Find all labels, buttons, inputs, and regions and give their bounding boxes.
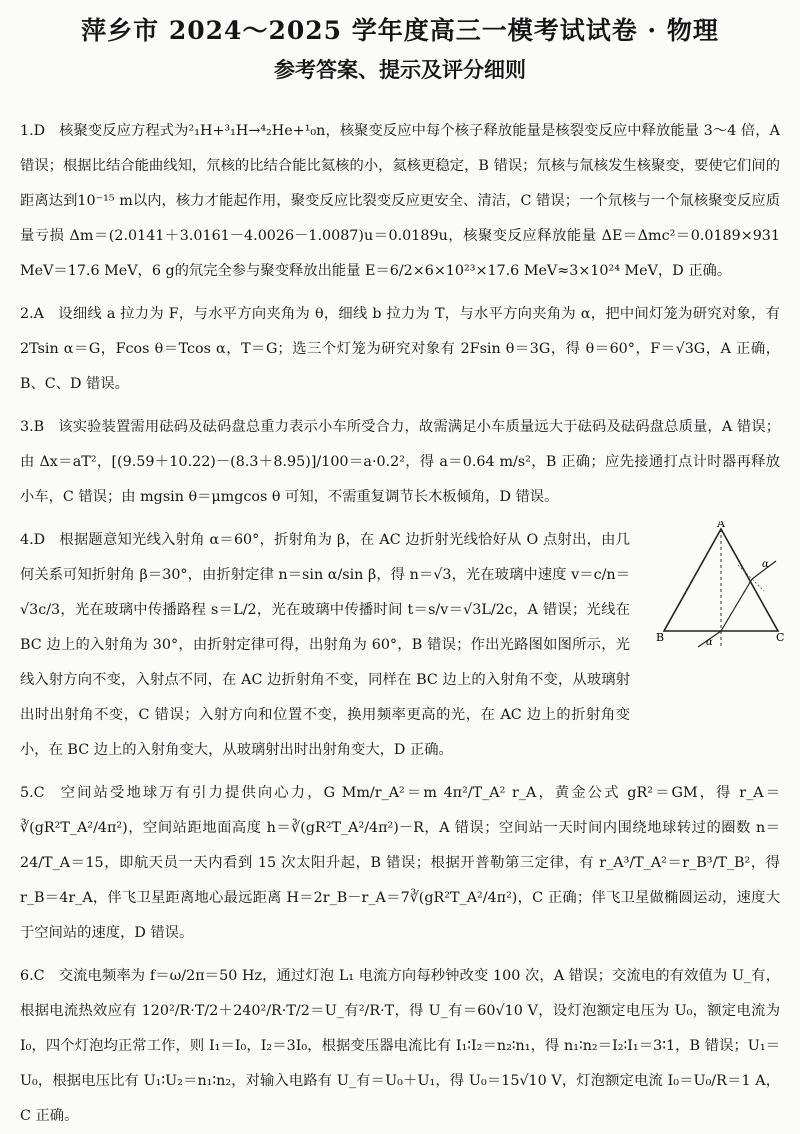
vertex-b-label: B (656, 631, 665, 644)
alpha-top-label: α (762, 559, 769, 570)
page-header (0, 14, 800, 86)
question-text: 空间站受地球万有引力提供向心力，G Mm/r_A²＝m 4π²/T_A² r_A，黄金公式 gR²＝GM，得 r_A＝∛(gR²T_A²/4π²)，空间站距地面高度 h＝∛(gR²T_A²/4π²)－R，A 错误；空间站一天时间内围绕地球转过的圈数 n＝24/T_A＝15，即航天员一天内看到 15 次太阳升起，B 错误；根据开普勒第三定律，有 r_A³/T_A²＝r_B³/T_B²，得 r_B＝4r_A，伴飞卫星距离地心最远距离 H＝2r_B－r_A＝7∛(gR²T_A²/4π²)，C 正确；伴飞卫星做椭圆运动，速度大于空间站的速度，D 错误。 (20, 785, 780, 941)
question-number: 1.D (20, 123, 46, 139)
question-1 (20, 114, 780, 289)
question-number: 5.C (20, 785, 45, 801)
question-text: 该实验装置需用砝码及砝码盘总重力表示小车所受合力，故需满足小车质量远大于砝码及砝码盘总质量，A 错误；由 Δx＝aT²，[(9.59＋10.22)－(8.3＋8.95)]/100＝a·0.2²，得 a＝0.64 m/s²，B 正确；应先接通打点计时器再释放小车，C 错误；由 mgsin θ＝μmgcos θ 可知，不需重复调节长木板倾角，D 错误。 (20, 419, 780, 505)
vertex-a-label: A (717, 521, 725, 530)
prism-diagram (656, 521, 786, 651)
answer-body (20, 114, 785, 1134)
question-3 (20, 410, 780, 515)
question-text: 交流电频率为 f＝ω/2π＝50 Hz，通过灯泡 L₁ 电流方向每秒钟改变 100 次，A 错误；交流电的有效值为 U_有，根据电流热效应有 120²/R·T/2＋240²/R·T/2＝U_有²/R·T，得 U_有＝60√10 V，设灯泡额定电压为 U₀，额定电流为 I₀，四个灯泡均正常工作，则 I₁＝I₀，I₂＝3I₀，根据变压器电流比有 I₁∶I₂＝n₂∶n₁，得 n₁∶n₂＝I₂∶I₁＝3∶1，B 错误；U₁＝U₀，根据电压比有 U₁∶U₂＝n₁∶n₂，对输入电路有 U_有＝U₀＋U₁，得 U₀＝15√10 V，灯泡额定电流 I₀＝U₀/R＝1 A，C 正确。 (20, 968, 780, 1124)
question-text: 核聚变反应方程式为²₁H+³₁H→⁴₂He+¹₀n，核聚变反应中每个核子释放能量是核裂变反应中释放能量 3～4 倍，A 错误；根据比结合能曲线知，氘核的比结合能比氦核的小，氦核更稳定，B 错误；氘核与氚核发生核聚变，要使它们间的距离达到10⁻¹⁵ m以内，核力才能起作用，聚变反应比裂变反应更安全、清洁，C 错误；一个氘核与一个氚核聚变反应质量亏损 Δm＝(2.0141＋3.0161－4.0026－1.0087)u＝0.0189u，核聚变反应释放能量 ΔE＝Δmc²＝0.0189×931 MeV＝17.6 MeV，6 g的氘完全参与聚变释放出能量 E＝6/2×6×10²³×17.6 MeV≈3×10²⁴ MeV，D 正确。 (20, 123, 780, 279)
question-number: 4.D (20, 532, 46, 548)
vertex-c-label: C (776, 631, 785, 644)
question-5 (20, 776, 780, 951)
question-number: 3.B (20, 419, 45, 435)
question-number: 6.C (20, 968, 45, 984)
question-2 (20, 297, 780, 402)
alpha-bottom-label: α (706, 637, 713, 648)
question-text: 根据题意知光线入射角 α＝60°，折射角为 β，在 AC 边折射光线恰好从 O 点射出，由几何关系可知折射角 β＝30°，由折射定律 n＝sin α/sin β，得 n＝√3，光在玻璃中速度 v＝c/n＝√3c/3，光在玻璃中传播路程 s＝L/2，光在玻璃中传播时间 t＝s/v＝√3L/2c，A 错误；光线在 BC 边上的入射角为 30°，由折射定律可得，出射角为 60°，B 错误；作出光路图如图所示，光线入射方向不变，入射点不同，在 AC 边折射角不变，同样在 BC 边上的入射角不变，从玻璃射出时出射角不变，C 错误；入射方向和位置不变，换用频率更高的光，在 AC 边上的折射角变小，在 BC 边上的入射角变大，从玻璃射出时出射角变大，D 正确。 (20, 532, 630, 758)
page-title: 萍乡市 2024～2025 学年度高三一模考试试卷 · 物理 (81, 16, 719, 45)
question-number: 2.A (20, 306, 44, 322)
ac-normal (738, 565, 764, 591)
refracted-ray (721, 579, 752, 631)
question-4 (20, 521, 785, 768)
page-subtitle: 参考答案、提示及评分细则 (274, 57, 526, 82)
question-text: 设细线 a 拉力为 F，与水平方向夹角为 θ，细线 b 拉力为 T，与水平方向夹角为 α，把中间灯笼为研究对象，有 2Tsin α＝G，Fcos θ＝Tcos α，T＝G；选三个灯笼为研究对象有 2Fsin θ＝3G，得 θ＝60°，F＝√3G，A 正确，B、C、D 错误。 (20, 306, 780, 392)
prism-diagram-svg (656, 521, 786, 651)
question-6 (20, 959, 780, 1134)
